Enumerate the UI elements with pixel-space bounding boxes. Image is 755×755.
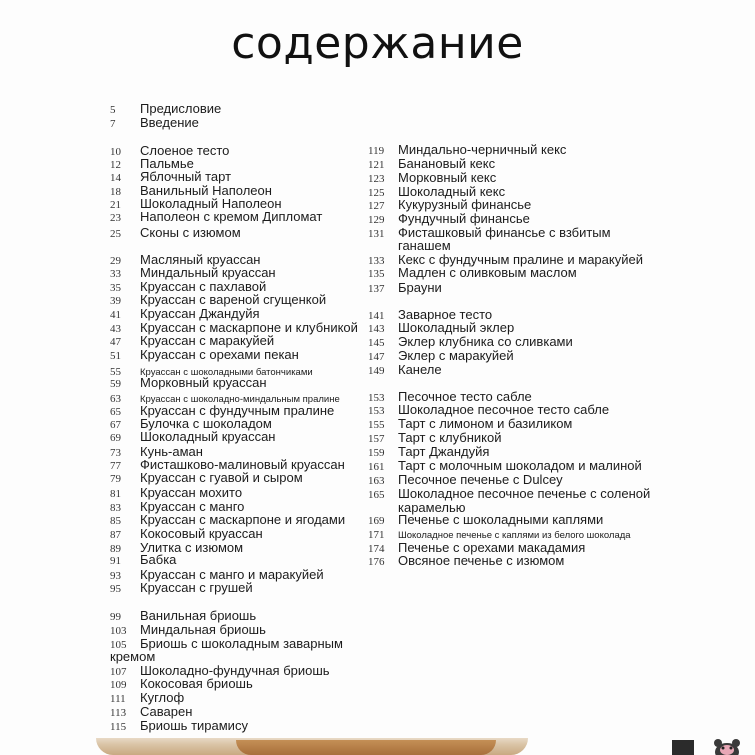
toc-entry-continuation: кремом xyxy=(110,649,156,664)
toc-page-number: 95 xyxy=(110,583,121,595)
toc-entry xyxy=(368,363,442,378)
toc-page-number: 73 xyxy=(110,447,121,459)
toc-entry-title: Круассан с орехами пекан xyxy=(140,347,299,362)
toc-page-number: 165 xyxy=(368,489,385,501)
toc-entry-title: Заварное тесто xyxy=(398,307,493,322)
toc-page-number: 87 xyxy=(110,529,121,541)
toc-entry-title: Кунь-аман xyxy=(140,444,203,459)
toc-entry-title: Кокосовый круассан xyxy=(140,526,263,541)
toc-page-number: 143 xyxy=(368,323,385,335)
toc-page-number: 115 xyxy=(110,721,127,733)
toc-entry-title: Саварен xyxy=(140,704,193,719)
toc-page-number: 55 xyxy=(110,366,121,378)
toc-entry-title: Круассан с маскарпоне и ягодами xyxy=(140,512,346,527)
toc-entry-title: Куглоф xyxy=(140,690,185,705)
toc-entry-title: Слоеное тесто xyxy=(140,143,230,158)
toc-entry-title: Пальмье xyxy=(140,156,194,171)
toc-page-number: 174 xyxy=(368,543,385,555)
toc-entry-title: Ванильный Наполеон xyxy=(140,183,272,198)
toc-entry-title: Круассан мохито xyxy=(140,485,243,500)
toc-page-number: 119 xyxy=(368,145,385,157)
toc-entry-title: Брауни xyxy=(398,280,442,295)
toc-entry-title: Шоколадный кекс xyxy=(398,184,506,199)
toc-page-number: 169 xyxy=(368,515,385,527)
toc-page-number: 10 xyxy=(110,146,121,158)
toc-page-number: 147 xyxy=(368,351,385,363)
toc-page-number: 123 xyxy=(368,173,385,185)
toc-page-number: 131 xyxy=(368,228,385,240)
toc-entry-title: Миндально-черничный кекс xyxy=(398,142,567,157)
pastry-photo-inner xyxy=(236,740,496,755)
toc-entry-title: Круассан Джандуйя xyxy=(140,306,260,321)
toc-entry-title: Круассан с манго xyxy=(140,499,245,514)
toc-page-number: 25 xyxy=(110,228,121,240)
toc-entry-title: Шоколадный круассан xyxy=(140,429,276,444)
toc-page-number: 93 xyxy=(110,570,121,582)
toc-page-number: 171 xyxy=(368,529,385,541)
toc-entry-title: Миндальный круассан xyxy=(140,265,276,280)
toc-entry-title: Печенье с орехами макадамия xyxy=(398,540,586,555)
toc-page-number: 141 xyxy=(368,310,385,322)
toc-page-number: 7 xyxy=(110,118,116,130)
toc-page-number: 33 xyxy=(110,268,121,280)
mascot-icon xyxy=(712,738,742,755)
toc-page-number: 47 xyxy=(110,336,121,348)
toc-entry-title: Бабка xyxy=(140,552,177,567)
toc-page-number: 81 xyxy=(110,488,121,500)
toc-page-number: 51 xyxy=(110,350,121,362)
toc-entry-title: Фисташковый финансье с взбитым xyxy=(398,225,611,240)
toc-page-number: 12 xyxy=(110,159,121,171)
toc-entry-title: Введение xyxy=(140,115,199,130)
toc-page-number: 159 xyxy=(368,447,385,459)
toc-entry xyxy=(110,348,299,363)
toc-page-number: 18 xyxy=(110,186,121,198)
toc-entry-title: Круассан с маскарпоне и клубникой xyxy=(140,320,358,335)
toc-entry xyxy=(110,116,199,131)
toc-entry-title: Морковный кекс xyxy=(398,170,497,185)
toc-entry-title: Овсяное печенье с изюмом xyxy=(398,553,565,568)
toc-entry xyxy=(110,553,176,568)
toc-entry-title: Банановый кекс xyxy=(398,156,496,171)
toc-entry-title: Кукурузный финансье xyxy=(398,197,532,212)
toc-entry-title: Кекс с фундучным пралине и маракуйей xyxy=(398,252,643,267)
toc-entry xyxy=(110,376,267,391)
toc-entry-title: Шоколадный Наполеон xyxy=(140,196,282,211)
toc-entry-title: Песочное печенье с Dulcey xyxy=(398,472,563,487)
toc-entry-title: Шоколадное песочное печенье с соленой xyxy=(398,486,651,501)
toc-page-number: 105 xyxy=(110,639,127,651)
toc-page-number: 85 xyxy=(110,515,121,527)
toc-entry-title: Круассан с фундучным пралине xyxy=(140,403,335,418)
toc-entry-title: Бриошь с шоколадным заварным xyxy=(140,636,343,651)
toc-page-number: 23 xyxy=(110,212,121,224)
toc-entry-title: Тарт с клубникой xyxy=(398,430,502,445)
toc-entry-title: Эклер с маракуйей xyxy=(398,348,514,363)
toc-page-number: 137 xyxy=(368,283,385,295)
toc-page-number: 125 xyxy=(368,187,385,199)
toc-entry-title: Сконы с изюмом xyxy=(140,225,241,240)
toc-page-number: 157 xyxy=(368,433,385,445)
toc-page-number: 155 xyxy=(368,419,385,431)
toc-entry xyxy=(110,210,322,225)
toc-entry-title: Яблочный тарт xyxy=(140,169,232,184)
toc-entry xyxy=(368,281,442,296)
toc-entry xyxy=(368,554,564,569)
toc-page-number: 121 xyxy=(368,159,385,171)
toc-entry-title: Булочка с шоколадом xyxy=(140,416,272,431)
toc-page-number: 161 xyxy=(368,461,385,473)
toc-page-number: 91 xyxy=(110,555,121,567)
toc-entry-title: Круассан с шоколадными батончиками xyxy=(140,367,313,378)
toc-entry-title: Шоколадное песочное тесто сабле xyxy=(398,402,610,417)
toc-entry-title: Круассан с манго и маракуйей xyxy=(140,567,324,582)
toc-entry-title: Фисташково-малиновый круассан xyxy=(140,457,345,472)
toc-page-number: 63 xyxy=(110,393,121,405)
toc-page-number: 69 xyxy=(110,432,121,444)
toc-entry-title: Предисловие xyxy=(140,101,222,116)
toc-entry xyxy=(110,430,275,445)
toc-page-number: 153 xyxy=(368,392,385,404)
toc-entry-title: Круассан с шоколадно-миндальным пралине xyxy=(140,394,340,405)
toc-entry-title: Круассан с гуавой и сыром xyxy=(140,470,303,485)
toc-entry-title: Печенье с шоколадными каплями xyxy=(398,512,604,527)
toc-page-number: 21 xyxy=(110,199,121,211)
toc-page-number: 99 xyxy=(110,611,121,623)
toc-entry-title: Круассан с пахлавой xyxy=(140,279,267,294)
toc-page-number: 145 xyxy=(368,337,385,349)
toc-entry-title: Фундучный финансье xyxy=(398,211,530,226)
toc-entry-title: Шоколадный эклер xyxy=(398,320,515,335)
toc-page-number: 163 xyxy=(368,475,385,487)
toc-entry-title: Шоколадное печенье с каплями из белого шоколада xyxy=(398,530,631,541)
toc-entry-title: Наполеон с кремом Дипломат xyxy=(140,209,323,224)
toc-page-number: 129 xyxy=(368,214,385,226)
toc-page-number: 149 xyxy=(368,365,385,377)
toc-page-number: 77 xyxy=(110,460,121,472)
toc-entry-title: Канеле xyxy=(398,362,442,377)
toc-page-number: 127 xyxy=(368,200,385,212)
page-title: содержание xyxy=(231,18,524,69)
toc-page-number: 29 xyxy=(110,255,121,267)
toc-page-number: 111 xyxy=(110,693,126,705)
toc-page-number: 113 xyxy=(110,707,127,719)
toc-page-number: 35 xyxy=(110,282,121,294)
toc-entry-title: Ванильная бриошь xyxy=(140,608,257,623)
toc-page-number: 109 xyxy=(110,679,127,691)
toc-page-number: 89 xyxy=(110,543,121,555)
toc-entry-title: Масляный круассан xyxy=(140,252,261,267)
toc-page-number: 67 xyxy=(110,419,121,431)
toc-entry-title: Тарт с молочным шоколадом и малиной xyxy=(398,458,642,473)
toc-page-number: 79 xyxy=(110,473,121,485)
toc-entry-continuation: карамелью xyxy=(398,500,466,515)
toc-entry-title: Кокосовая бриошь xyxy=(140,676,253,691)
toc-page-number: 59 xyxy=(110,378,121,390)
toc-entry-title: Круассан с вареной сгущенкой xyxy=(140,292,327,307)
toc-entry-title: Тарт Джандуйя xyxy=(398,444,490,459)
toc-entry xyxy=(110,581,253,596)
toc-entry xyxy=(110,226,241,241)
toc-page-number: 5 xyxy=(110,104,116,116)
toc-page-number: 43 xyxy=(110,323,121,335)
toc-entry-title: Шоколадно-фундучная бриошь xyxy=(140,663,330,678)
toc-entry-title: Круассан с грушей xyxy=(140,580,253,595)
toc-entry-title: Мадлен с оливковым маслом xyxy=(398,265,577,280)
toc-page-number: 133 xyxy=(368,255,385,267)
toc-entry xyxy=(110,471,303,486)
toc-page-number: 83 xyxy=(110,502,121,514)
toc-page-number: 135 xyxy=(368,268,385,280)
toc-entry xyxy=(368,266,577,281)
toc-page-number: 65 xyxy=(110,406,121,418)
toc-entry-continuation: ганашем xyxy=(398,238,451,253)
toc-entry-title: Морковный круассан xyxy=(140,375,267,390)
toc-page-number: 176 xyxy=(368,556,385,568)
toc-page-number: 153 xyxy=(368,405,385,417)
toc-page-number: 41 xyxy=(110,309,121,321)
toc-entry xyxy=(368,513,603,528)
toc-entry-title: Эклер клубника со сливками xyxy=(398,334,573,349)
toc-entry-title: Улитка с изюмом xyxy=(140,540,244,555)
pastry-photo-edge xyxy=(96,738,528,755)
dark-corner-block xyxy=(672,740,694,755)
toc-entry-title: Миндальная бриошь xyxy=(140,622,266,637)
toc-entry xyxy=(110,719,248,734)
toc-page-number: 39 xyxy=(110,295,121,307)
toc-entry-title: Песочное тесто сабле xyxy=(398,389,532,404)
toc-page-number: 103 xyxy=(110,625,127,637)
toc-entry-title: Бриошь тирамису xyxy=(140,718,248,733)
toc-entry-title: Круассан с маракуйей xyxy=(140,333,275,348)
toc-page-number: 107 xyxy=(110,666,127,678)
toc-entry-title: Тарт с лимоном и базиликом xyxy=(398,416,573,431)
toc-page-number: 14 xyxy=(110,172,121,184)
